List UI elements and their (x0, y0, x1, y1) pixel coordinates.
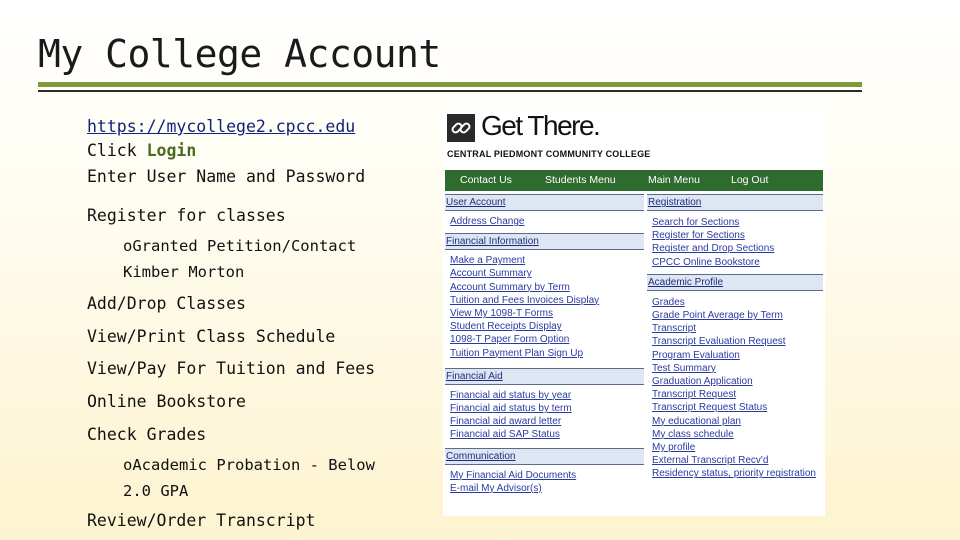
link-transcript-request[interactable]: Transcript Request (652, 389, 737, 401)
section-financial-aid[interactable]: Financial Aid (445, 368, 644, 385)
section-registration[interactable]: Registration (647, 194, 823, 211)
title-rule-green (38, 82, 862, 87)
title-rule-dark (38, 90, 862, 92)
bullet-enter-credentials: Enter User Name and Password (87, 167, 366, 186)
bullet-click-login (87, 138, 196, 164)
sub-bullet-granted-1: oGranted Petition/Contact (123, 237, 357, 255)
section-user-account[interactable]: User Account (445, 194, 644, 211)
link-make-payment[interactable]: Make a Payment (450, 255, 526, 267)
bullet-view-pay: View/Pay For Tuition and Fees (87, 359, 376, 378)
link-aid-sap-status[interactable]: Financial aid SAP Status (450, 429, 560, 441)
link-register-drop[interactable]: Register and Drop Sections (652, 243, 775, 255)
nav-students-menu[interactable]: Students Menu (545, 174, 616, 186)
link-account-summary[interactable]: Account Summary (450, 268, 532, 280)
link-transcript-request-status[interactable]: Transcript Request Status (652, 402, 768, 414)
slide-title: My College Account (38, 32, 441, 76)
link-program-eval[interactable]: Program Evaluation (652, 349, 740, 361)
link-payment-plan[interactable]: Tuition Payment Plan Sign Up (450, 347, 584, 359)
link-test-summary[interactable]: Test Summary (652, 362, 716, 374)
nav-log-out[interactable]: Log Out (731, 174, 769, 186)
link-register-sections[interactable]: Register for Sections (652, 230, 745, 242)
chain-link-icon (447, 114, 475, 142)
college-name: CENTRAL PIEDMONT COMMUNITY COLLEGE (447, 149, 651, 159)
bullet-add-drop: Add/Drop Classes (87, 294, 246, 313)
link-class-schedule[interactable]: My class schedule (652, 428, 734, 440)
section-communication[interactable]: Communication (445, 448, 644, 465)
bullet-bookstore: Online Bookstore (87, 392, 246, 411)
nav-main-menu[interactable]: Main Menu (648, 174, 700, 186)
section-academic-profile[interactable]: Academic Profile (647, 274, 823, 291)
link-grades[interactable]: Grades (652, 296, 685, 308)
link-transcript-eval[interactable]: Transcript Evaluation Request (652, 336, 786, 348)
link-educational-plan[interactable]: My educational plan (652, 415, 741, 427)
section-financial-information[interactable]: Financial Information (445, 233, 644, 250)
portal-left-column (445, 194, 644, 495)
bullet-grades: Check Grades (87, 425, 207, 444)
login-word: Login (146, 141, 197, 160)
link-gpa-by-term[interactable]: Grade Point Average by Term (652, 310, 783, 322)
bullet-url (87, 114, 355, 140)
get-there-logo: Get There. (481, 110, 600, 141)
bullet-register: Register for classes (87, 206, 286, 225)
link-my-profile[interactable]: My profile (652, 442, 696, 454)
portal-nav-bar (445, 170, 823, 191)
link-online-bookstore[interactable]: CPCC Online Bookstore (652, 256, 760, 268)
link-external-transcript[interactable]: External Transcript Recv'd (652, 455, 769, 467)
sub-bullet-probation-2: 2.0 GPA (123, 482, 189, 500)
link-aid-award-letter[interactable]: Financial aid award letter (450, 416, 562, 428)
link-aid-status-term[interactable]: Financial aid status by term (450, 403, 572, 415)
link-1098t-forms[interactable]: View My 1098-T Forms (450, 308, 553, 320)
sub-bullet-probation-1: oAcademic Probation - Below (123, 456, 375, 474)
link-search-sections[interactable]: Search for Sections (652, 217, 740, 228)
portal-screenshot (443, 108, 825, 516)
nav-contact-us[interactable]: Contact Us (460, 174, 512, 186)
sub-bullet-granted-2: Kimber Morton (123, 263, 245, 281)
link-transcript[interactable]: Transcript (652, 323, 697, 335)
link-tuition-invoices[interactable]: Tuition and Fees Invoices Display (450, 294, 600, 306)
link-aid-documents[interactable]: My Financial Aid Documents (450, 469, 577, 481)
bullet-view-print: View/Print Class Schedule (87, 327, 336, 346)
link-1098t-paper[interactable]: 1098-T Paper Form Option (450, 334, 570, 346)
portal-right-column (647, 194, 823, 481)
link-email-advisor[interactable]: E-mail My Advisor(s) (450, 482, 542, 494)
click-prefix: Click (87, 141, 147, 160)
link-account-summary-by-term[interactable]: Account Summary by Term (450, 281, 570, 293)
portal-url-link[interactable]: https://mycollege2.cpcc.edu (87, 117, 356, 136)
link-student-receipts[interactable]: Student Receipts Display (450, 321, 562, 333)
link-address-change[interactable]: Address Change (450, 216, 525, 227)
link-residency-status[interactable]: Residency status, priority registration (652, 468, 816, 480)
link-graduation-app[interactable]: Graduation Application (652, 376, 753, 388)
link-aid-status-year[interactable]: Financial aid status by year (450, 389, 572, 401)
bullet-transcript: Review/Order Transcript (87, 511, 316, 530)
